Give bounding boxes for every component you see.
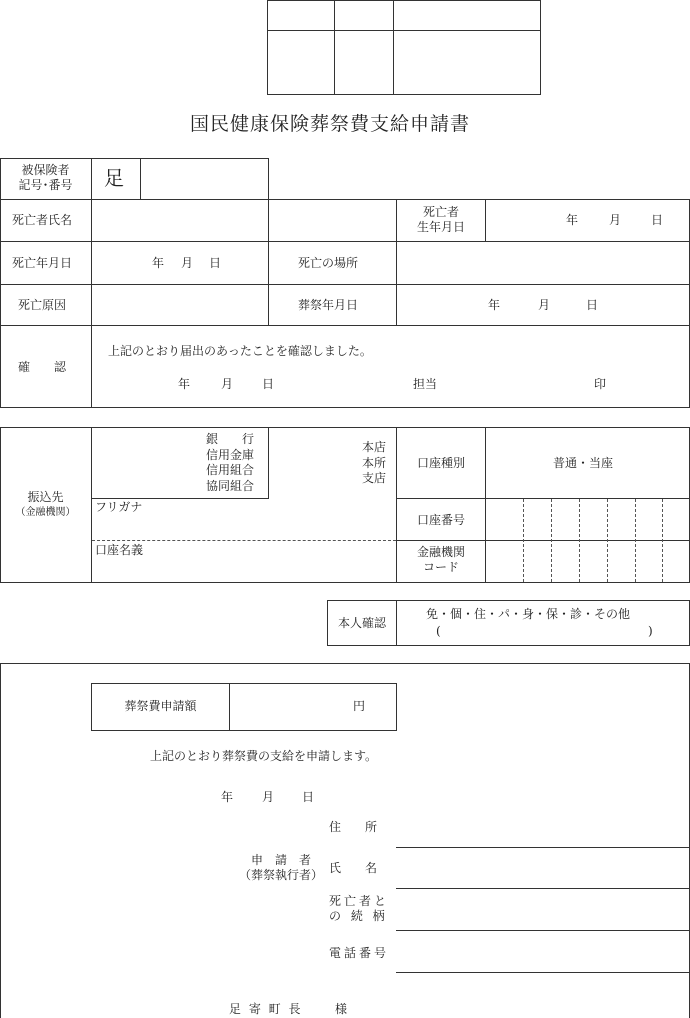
birth-day-unit: 日 <box>651 213 664 227</box>
identity-other-field[interactable] <box>445 623 643 641</box>
identity-paren-close: ) <box>648 624 653 638</box>
funeral-month-unit: 月 <box>538 298 551 312</box>
application-month-unit: 月 <box>262 790 275 804</box>
applicant-name-field[interactable] <box>396 852 689 887</box>
bank-name-field[interactable] <box>92 428 202 498</box>
death-date-field[interactable] <box>92 242 268 284</box>
deceased-birthdate-field[interactable] <box>486 200 689 241</box>
account-number-label: 口座番号 <box>416 513 465 527</box>
applicant-name-label: 氏 名 <box>329 861 378 875</box>
confirm-month-unit: 月 <box>221 377 234 391</box>
bank-sub-label: （金融機関） <box>15 507 76 518</box>
branch-type-list: 本店 本所 支店 <box>362 440 387 485</box>
funeral-date-field[interactable] <box>397 285 689 325</box>
bank-type-list: 銀 行 信用金庫 信用組合 協同組合 <box>206 432 255 493</box>
deceased-birth-label: 死亡者 生年月日 <box>416 205 465 234</box>
seal-label: 印 <box>594 377 607 391</box>
identity-paren-open: ( <box>436 624 441 638</box>
confirm-year-unit: 年 <box>178 377 191 391</box>
account-type-value[interactable]: 普通・当座 <box>553 456 614 470</box>
applicant-label: 申 請 者 （葬祭執行者） <box>238 853 323 882</box>
phone-label: 電話番号 <box>329 946 390 960</box>
bank-code-label: 金融機関 コード <box>416 545 465 574</box>
funeral-year-unit: 年 <box>488 298 501 312</box>
phone-field[interactable] <box>396 936 689 971</box>
account-type-label: 口座種別 <box>416 456 465 470</box>
death-month-unit: 月 <box>181 256 194 270</box>
furigana-label: フリガナ <box>95 500 143 514</box>
death-cause-label: 死亡原因 <box>18 298 67 312</box>
application-day-unit: 日 <box>302 790 315 804</box>
account-name-label: 口座名義 <box>95 543 144 557</box>
branch-name-field[interactable] <box>269 428 359 498</box>
addressee: 足 寄 町 長 <box>229 1002 303 1016</box>
confirm-day-unit: 日 <box>262 377 275 391</box>
insured-number-field[interactable] <box>141 159 267 199</box>
death-year-unit: 年 <box>152 256 165 270</box>
amount-field[interactable] <box>230 684 350 730</box>
death-day-unit: 日 <box>209 256 222 270</box>
amount-label: 葬祭費申請額 <box>124 699 197 713</box>
birth-month-unit: 月 <box>609 213 622 227</box>
bank-label: 振込先 <box>27 490 64 504</box>
death-place-label: 死亡の場所 <box>298 256 359 270</box>
birth-year-unit: 年 <box>566 213 579 227</box>
application-statement: 上記のとおり葬祭費の支給を申請します。 <box>150 749 378 763</box>
insured-symbol: 足 <box>104 166 124 190</box>
application-year-unit: 年 <box>221 790 234 804</box>
identity-label: 本人確認 <box>337 616 386 630</box>
account-number-field[interactable] <box>486 499 689 540</box>
funeral-date-label: 葬祭年月日 <box>298 298 359 312</box>
bank-code-field[interactable] <box>486 541 689 582</box>
amount-unit: 円 <box>353 699 366 713</box>
death-date-label: 死亡年月日 <box>12 256 73 270</box>
address-label: 住 所 <box>329 820 378 834</box>
relation-field[interactable] <box>396 893 689 929</box>
funeral-day-unit: 日 <box>586 298 599 312</box>
death-place-field[interactable] <box>397 242 689 284</box>
confirm-text: 上記のとおり届出のあったことを確認しました。 <box>108 344 372 358</box>
death-cause-field[interactable] <box>92 285 268 325</box>
insured-label: 被保険者 記号･番号 <box>18 163 73 192</box>
account-name-field[interactable] <box>92 558 396 582</box>
confirm-label: 確 認 <box>18 360 67 374</box>
page-title: 国民健康保険葬祭費支給申請書 <box>190 113 471 135</box>
deceased-name-field[interactable] <box>92 200 396 241</box>
deceased-name-label: 死亡者氏名 <box>12 213 73 227</box>
application-date-field[interactable] <box>150 786 320 806</box>
confirm-staff-label: 担当 <box>413 377 438 391</box>
addressee-honorific: 様 <box>335 1002 348 1016</box>
identity-options[interactable]: 免・個・住・パ・身・保・診・その他 <box>426 607 631 621</box>
relation-label: 死亡者と の 続 柄 <box>329 894 390 923</box>
address-field[interactable] <box>396 812 689 846</box>
furigana-field[interactable] <box>92 515 396 539</box>
